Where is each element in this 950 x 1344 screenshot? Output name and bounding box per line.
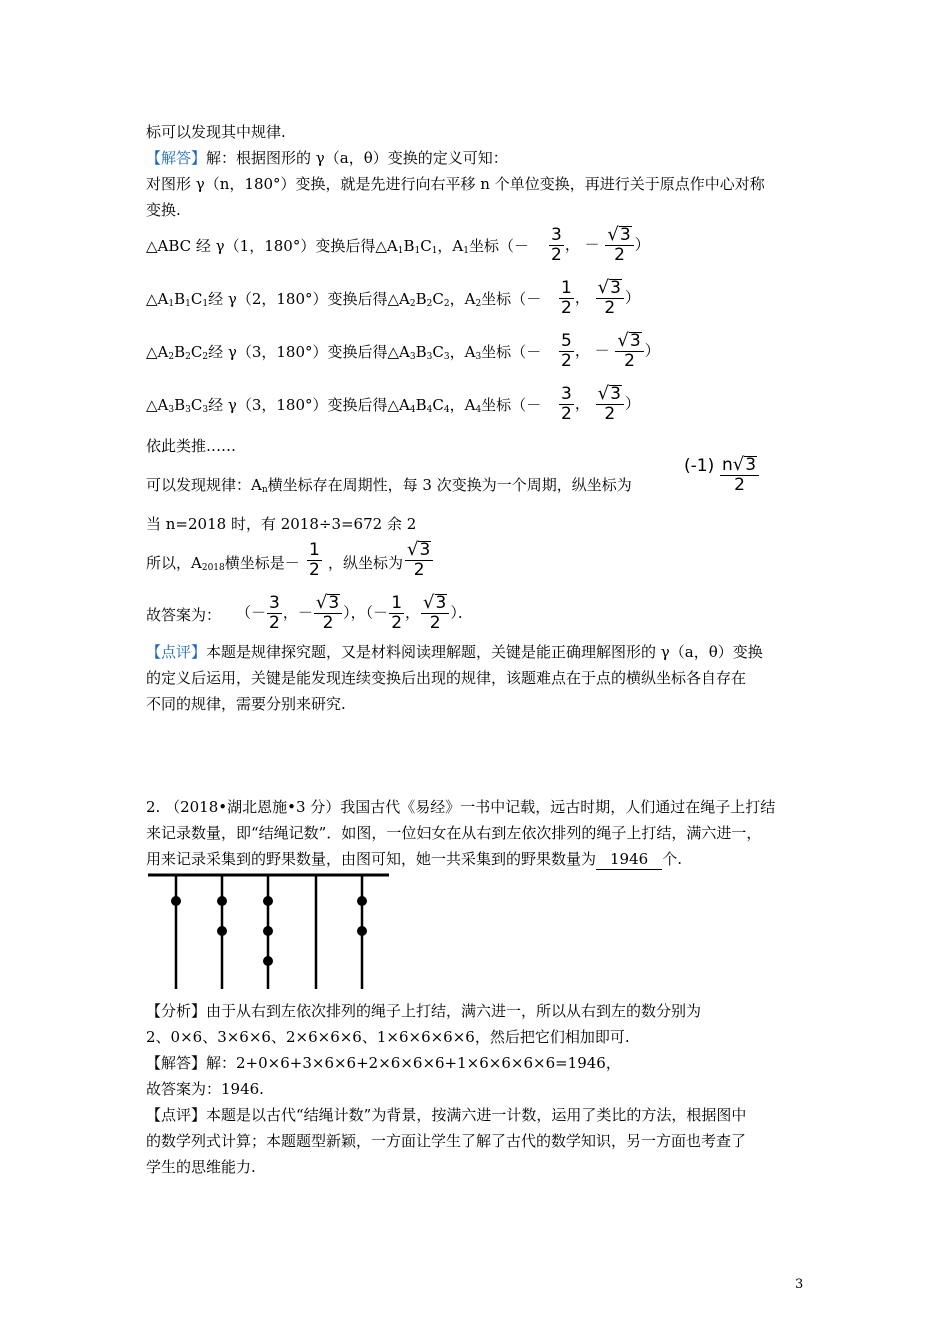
knot [263, 926, 273, 936]
final-line: 故答案为：1946. [146, 1080, 264, 1098]
comment-line: 学生的思维能力. [146, 1158, 256, 1176]
answer-intro: 解：根据图形的 γ（a，θ）变换的定义可知： [206, 149, 508, 167]
page-number: 3 [795, 1277, 804, 1292]
comment-line: 【点评】本题是规律探究题，又是材料阅读理解题，关键是能正确理解图形的 γ（a，θ）变换 [146, 643, 763, 661]
rule-line: 可以发现规律：$A_n$横坐标存在周期性，每 3 次变换为一个周期，纵坐标为 [146, 476, 632, 495]
fraction: $\frac{3}{2}$ [551, 225, 562, 265]
comment-tag: 【点评】 [146, 643, 207, 661]
knot [171, 896, 181, 906]
so-line-b: ，纵坐标为 [328, 554, 404, 572]
analysis-line: 2、0×6、3×6×6、2×6×6×6、1×6×6×6×6，然后把它们相加即可. [146, 1028, 630, 1046]
text-line: 对图形 γ（n，180°）变换，就是先进行向右平移 n 个单位变换，再进行关于原点作中心对称 [146, 175, 765, 193]
answer-line [146, 148, 508, 168]
answer-tag: 【解答】 [146, 149, 207, 167]
text-line: 依此类推…… [146, 437, 237, 455]
text-line: 标可以发现其中规律. [146, 123, 286, 141]
question-line: 用来记录采集到的野果数量，由图可知，她一共采集到的野果数量为 1946 个. [146, 850, 682, 868]
step-4-coords: $\frac{3}{2}$ ， √ 3 2 ） [561, 383, 640, 424]
analysis-line: 【分析】由于从右到左依次排列的绳子上打结，满六进一，所以从右到左的数分别为 [146, 1002, 702, 1020]
knot [217, 896, 227, 906]
so-fraction-y: √ 3 2 [404, 541, 434, 580]
knot-rope-figure [146, 871, 391, 993]
knot [357, 926, 367, 936]
knot [263, 956, 273, 966]
knot [217, 926, 227, 936]
question-line: 来记录数量，即“结绳记数”．如图，一位妇女在从右到左依次排列的绳子上打结，满六进一， [146, 824, 762, 842]
step-3: $\triangle A_2B_2C_2$经 γ（3，180°）变换后得$\triangle A_3B_3C_3$，$A_3$坐标（－ [146, 343, 542, 362]
step-4: $\triangle A_3B_3C_3$经 γ（3，180°）变换后得$\triangle A_4B_4C_4$，$A_4$坐标（－ [146, 396, 542, 415]
question-line: 2. （2018•湖北恩施•3 分）我国古代《易经》一书中记载，远古时期，人们通过在绳子上打结 [146, 798, 776, 816]
step-3-coords: $\frac{5}{2}$ ， － √ 3 2 ） [561, 330, 660, 371]
step-1-coords: $\frac{3}{2}$ ， － √ 3 2 ） [551, 224, 650, 265]
final-label: 故答案为： [146, 606, 222, 624]
final-answer: （－ $\frac{3}{2}$ ，－ √ 3 2 ），（－ $\frac{1}{2}$ ， √ 3 2 ）． [236, 592, 473, 633]
knot [357, 896, 367, 906]
comment-line: 【点评】本题是以古代“结绳计数”为背景，按满六进一计数，运用了类比的方法，根据图中 [146, 1106, 747, 1124]
comment-line: 的定义后运用，关键是能发现连续变换后出现的规律，该题难点在于点的横纵坐标各自存在 [146, 669, 747, 687]
knot [263, 896, 273, 906]
comment-line: 不同的规律，需要分别来研究. [146, 695, 346, 713]
text-line: 当 n=2018 时，有 2018÷3=672 余 2 [146, 515, 417, 533]
step-2-coords: $\frac{1}{2}$ ， √ 3 2 ） [561, 277, 640, 318]
step-1: △ABC 经 γ（1，180°）变换后得$\triangle A_1B_1C_1$，$A_1$坐标（－ [146, 237, 530, 256]
step-2: $\triangle A_1B_1C_1$经 γ（2，180°）变换后得$\triangle A_2B_2C_2$，$A_2$坐标（－ [146, 290, 542, 309]
fraction: √ 3 2 [605, 226, 633, 265]
so-line: 所以，$A_{2018}$横坐标是－ [146, 554, 300, 573]
answer-blank: 1946 [596, 849, 662, 870]
text-line: 变换. [146, 201, 181, 219]
so-fraction-x: $\frac{1}{2}$ [309, 540, 320, 580]
solution-line: 【解答】解：2+0×6+3×6×6+2×6×6×6+1×6×6×6×6=1946， [146, 1054, 621, 1072]
rule-formula: (-1) n √ 3 2 [684, 456, 760, 495]
comment-line: 的数学列式计算；本题题型新颖，一方面让学生了解了古代的数学知识，另一方面也考查了 [146, 1132, 747, 1150]
